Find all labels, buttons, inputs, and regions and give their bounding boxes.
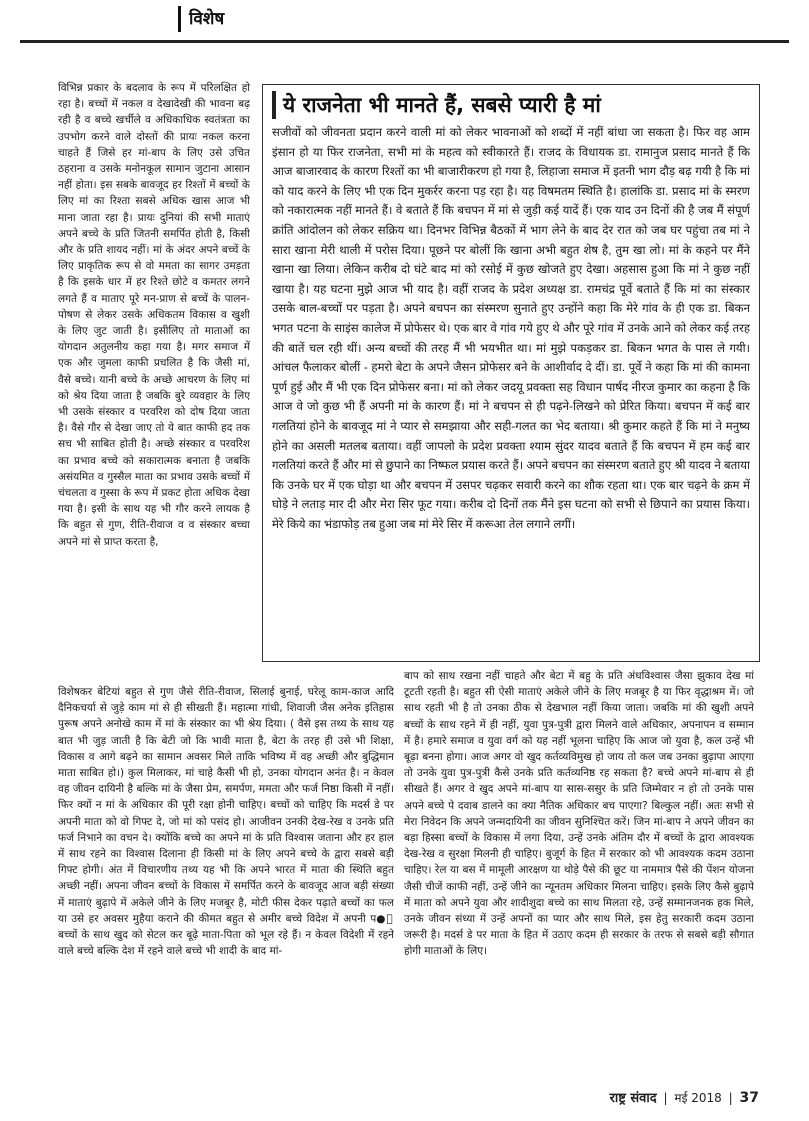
sidebar-box-body: सजीवों को जीवनता प्रदान करने वाली मां को लेकर भावनाओं को शब्दों में नहीं बांधा जा सकता है। फिर वह आम इंसान हो या फिर राजनेता, सभी मां के महत्व को स्वीकारते हैं। राजद के विधायक डा. रामानुज प्रसाद मानते हैं कि आज बाजारवाद के कारण रिश्तों का भी बाजारीकरण हो गया है, लिहाजा समाज में इतनी भाग दौड़ बढ़ गयी है कि मां को याद करने के लिए भी एक दिन मुकर्रर करना पड़ रहा है। यह विषमतम स्थिति है। हालांकि डा. प्रसाद मां के स्मरण को नकारात्मक नहीं मानते हैं। वे बताते हैं कि बचपन में मां से जुड़ी कई यादें हैं। एक याद उन दिनों की है जब मैं संपूर्ण क्रांति आंदोलन को लेकर सक्रिय था। दिनभर विभिन्न बैठकों में भाग लेने के बाद देर रात को जब घर पहुंचा तब मां ने सारा खाना मेरी थाली में परोस दिया। पूछने पर बोलीं कि खाना अभी बहुत शेष है, तुम खा लो। मां के कहने पर मैंने खाना खा लिया। लेकिन करीब दो घंटे बाद मां को रसोई में कुछ खोजते हुए देखा। अहसास हुआ कि मां ने कुछ नहीं खाया है। यह घटना मुझे आज भी याद है। वहीं राजद के प्रदेश अध्यक्ष डा. रामचंद्र पूर्वे बताते हैं कि मां का संस्कार उसके बाल-बच्चों पर पड़ता है। अपने बचपन का संस्मरण सुनाते हुए उन्होंने कहा कि मेरे गांव के ही एक डा. बिकन भगत पटना के साइंस कालेज में प्रोफेसर थे। एक बार वे गांव गये हुए थे और पूरे गांव में उनके आने को लेकर कई तरह की बातें चल रही थीं। अन्य बच्चों की तरह मैं भी भयभीत था। मां मुझे पकड़कर डा. बिकन भगत के पास ले गयी। आंचल फैलाकर बोलीं - हमरो बेटा के अपने जैसन प्रोफेसर बने के आशीर्वाद दे दीं। डा. पूर्वे ने कहा कि मां की कामना पूर्ण हुई और मैं भी एक दिन प्रोफेसर बना। मां को लेकर जदयू प्रवक्ता सह विधान पार्षद नीरज कुमार का कहना है कि आज वे जो कुछ भी हैं अपनी मां के कारण हैं। मां ने बचपन से ही पढ़ने-लिखने को प्रेरित किया। बचपन में कई बार गलतियां होने के बावजूद मां ने प्यार से समझाया और सही-गलत का भेद बताया। श्री कुमार कहते हैं कि मां ने मनुष्य होने का असली मतलब बताया। वहीं जापलो के प्रदेश प्रवक्ता श्याम सुंदर यादव बताते हैं कि बचपन में हम कई बार गलतियां करते हैं और मां से छुपाने का निष्फल प्रयास करते हैं। अपने बचपन का संस्मरण बताते हुए श्री यादव ने बताया कि उनके घर में एक घोड़ा था और बचपन में उसपर चढ़कर सवारी करने का शौक रहता था। एक बार चढ़ने के क्रम में घोड़े ने लताड़ मार दी और मेरा सिर फूट गया। करीब दो दिनों तक मैंने इस घटना को सभी से छिपाने का प्रयास किया। मेरे किये का भंडाफोड़ तब हुआ जब मां मेरे सिर में करूआ तेल लगाने लगीं। (272, 126, 750, 531)
section-tag: विशेष (178, 6, 224, 32)
issue-date: मई 2018 (674, 1091, 722, 1105)
article-column-bottom-right: बाप को साथ रखना नहीं चाहते और बेटा में बहु के प्रति अंधविश्वास जैसा झुकाव देख मां टूटती रहती है। बहुत सी ऐसी माताएं अकेले जीने के लिए मजबूर है या फिर वृद्धाश्रम में। जो साथ रहती भी है तो उनका ठीक से देखभाल नहीं किया जाता। जबकि मां की खुशी अपने बच्चों के साथ रहने में ही नहीं, युवा पुत्र-पुत्री द्वारा मिलने वाले अधिकार, अपनापन व सम्मान में है। हमारे समाज व युवा वर्ग को यह नहीं भूलना चाहिए कि आज जो युवा है, कल उन्हें भी बूढ़ा बनना होगा। आज अगर वो खुद कर्तव्यविमुख हो जाय तो कल जब उनका बुढ़ापा आएगा तो उनके युवा पुत्र-पुत्री कैसे उनके प्रति कर्तव्यनिष्ठ रह सकता है? बच्चे अपने मां-बाप से ही सीखते हैं। अगर वे खुद अपने मां-बाप या सास-ससुर के प्रति जिम्मेवार न हो तो उनके पास अपने बच्चे पे दवाब डालने का क्या नैतिक अधिकार बच पाएगा? बिल्कुल नहीं। अतः सभी से मेरा निवेदन कि अपने जन्मदायिनी का जीवन सुनिश्चित करें। जिन मां-बाप ने अपने जीवन का बड़ा हिस्सा बच्चों के विकास में लगा दिया, उन्हें उनके अंतिम दौर में बच्चों के द्वारा आवश्यक देख-रेख व सुरक्षा मिलनी ही चाहिए। बुजूर्ग के हित में सरकार को भी आवश्यक कदम उठाना चाहिए। रेल या बस में मामूली आरक्षण या थोड़े पैसे की छूट या नाममात्र पैसे की पेंशन योजना जैसी चीजें काफी नहीं, उन्हें जीने का न्यूनतम अधिकार मिलना चाहिए। इसके लिए कैसे बुढ़ापे में माता को अपने युवा और शादीशुदा बच्चे का साथ मिलता रहे, उन्हें सम्मानजनक हक मिले, उनके जीवन संध्या में उन्हें अपनों का प्यार और साथ मिले, इस हेतु सरकारी कदम उठाना जरूरी है। मदर्स डे पर माता के हित में उठाए कदम ही सरकार के तरफ से सबसे बड़ी सौगात होगी माताओं के लिए। (404, 670, 754, 958)
page-footer (610, 1088, 759, 1106)
magazine-name: राष्ट्र संवाद (609, 1091, 657, 1106)
sidebar-box (262, 84, 760, 662)
article-column-left: विभिन्न प्रकार के बदलाव के रूप में परिलक्षित हो रहा है। बच्चों में नकल व देखादेखी की भावना बढ़ रही है व बच्चे खर्चीले व अधिकाधिक स्वतंत्रता का उपभोग करने वाले दोस्तों की प्रायः नकल करना चाहते हैं जिसे हर मां-बाप के लिए उसे उचित ठहराना व उसके मनोनकूल सामान जुटाना आसान नहीं होता। इस सबके बावजूद हर रिश्तों में बच्चों के लिए मां का रिश्ता सबसे अधिक खास आज भी माना जाता रहा है। प्रायः दुनियां की सभी माताएं अपने बच्चे के प्रति जितनी समर्पित होती है, किसी और के प्रति शायद नहीं। मां के अंदर अपने बच्चें के लिए प्राकृतिक रूप से वो ममता का सागर उमड़ता है कि इसके धार में हर रिश्ते छोटे व कमतर लगने लगते हैं व माताए पूरे मन-प्राण से बच्चें के पालन-पोषण से लेकर उसके अधिकतम विकास व खुशी के लिए जुट जाती है। इसीलिए तो माताओं का योगदान अतुलनीय कहा गया है। मगर समाज में एक और जुमला काफी प्रचलित है कि जैसी मां, वैसे बच्चे। यानी बच्चे के अच्छे आचरण के लिए मां को श्रेय दिया जाता है जबकि बुरे व्यवहार के लिए भी उसके संस्कार व परवरिश को दोष दिया जाता है। वैसे गौर से देखा जाए तो ये बात काफी हद तक सच भी साबित होती है। अच्छे संस्कार व परवरिश का प्रभाव बच्चे को सकारात्मक बनाता है जबकि असंयमित व गुस्सैल माता का प्रभाव उसके बच्चों में चंचलता व गुस्सा के रूप में प्रकट होता अधिक देखा गया है। इसी के साथ यह भी गौर करने लायक है कि बहुत से गुण, रीति-रीवाज व व संस्कार बच्चा अपने मां से प्राप्त करता है, (58, 82, 250, 548)
header-rule (20, 40, 789, 43)
article-column-bottom-left: विशेषकर बेटियां बहुत से गुण जैसे रीति-रीवाज, सिलाई बुनाई, घरेलू काम-काज आदि दैनिकचर्या से जुड़े काम मां से ही सीखती हैं। महात्मा गांधी, शिवाजी जैस अनेक इतिहास पुरूष अपने अनोखे काम में मां के संस्कार का भी श्रेय दिया। ( वैसे इस तथ्य के साथ यह बात भी जुड़ जाती है कि बेटी जो कि भावी माता है, बेटा के तरह ही उसे भी शिक्षा, विकास व आगे बढ़ने का सामान अवसर मिले ताकि भविष्य में वह अच्छी और बुद्धिमान माता साबित हो।) कुल मिलाकर, मां चाहे कैसी भी हो, उनका योगदान अनंत है। न केवल वह जीवन दायिनी है बल्कि मां के जैसा प्रेम, समर्पण, ममता और फर्ज निष्ठा किसी में नहीं। फिर क्यों न मां के अधिकार की पूरी रक्षा होनी चाहिए। बच्चों को चाहिए कि मदर्स डे पर अपनी माता को वो गिफ्ट दे, जो मां को पसंद हो। आजीवन उनकी देख-रेख व उनके प्रति फर्ज निभाने का वचन दे। क्योंकि बच्चे का अपने मां के प्रति विश्वास जताना और हर हाल में साथ रहने का विश्वास दिलाना ही किसी मां के लिए अपने बच्चे के द्वारा सबसे बड़ी गिफ्ट होगी। अंत में विचारणीय तथ्य यह भी कि अपने भारत में माता की स्थिति बहुत अच्छी नहीं। अपना जीवन बच्चों के विकास में समर्पित करने के बावजूद आज बड़ी संख्या में माताएं बुढ़ापे में अकेले जीने के लिए मजबूर है, मोटी फीस देकर पढ़ाते बच्चों का फल या उसे हर अवसर मुहैया कराने की कीमत बहुत से अमीर बच्चे विदेश में अपनी प●ी बच्चों के साथ खुद को सेटल कर बूढ़े माता-पिता को भूल रहे हैं। न केवल विदेशी में रहने वाले बच्चे बल्कि देश में रहने वाले बच्चे भी शादी के बाद मां- (58, 686, 394, 958)
page-number: 37 (739, 1090, 759, 1106)
footer-separator-2: | (728, 1091, 733, 1105)
sidebar-box-title: ये राजनेता भी मानते हैं, सबसे प्यारी है मां (272, 91, 750, 119)
footer-separator: | (663, 1091, 668, 1105)
